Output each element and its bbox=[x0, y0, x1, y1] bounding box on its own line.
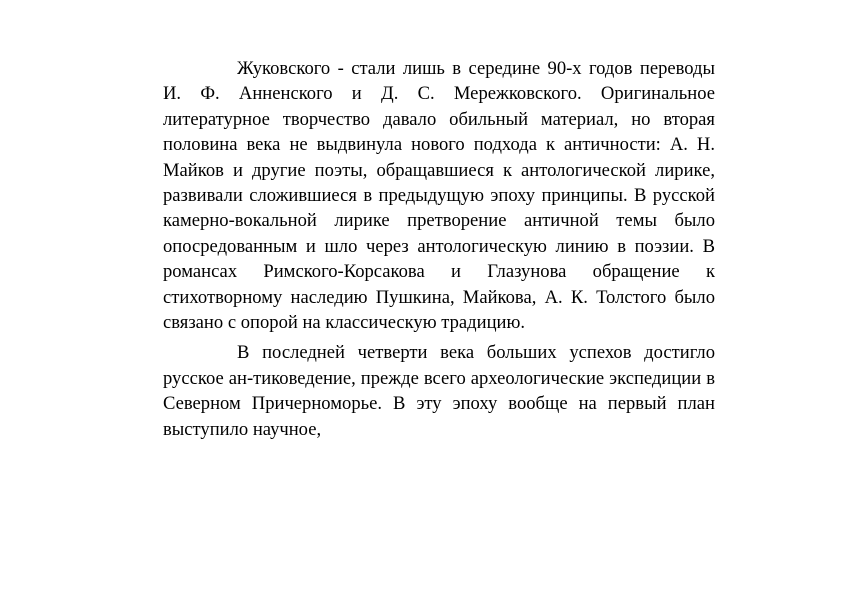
paragraph-1: Жуковского - стали лишь в середине 90-х годов переводы И. Ф. Анненского и Д. С. Мережковского. Оригинальное литературное творчество давало обильный материал, но вторая половина века не выдвинула нового подхода к античности: А. Н. Майков и другие поэты, обращавшиеся к антологической лирике, развивали сложившиеся в предыдущую эпоху принципы. В русской камерно-вокальной лирике претворение античной темы было опосредованным и шло через антологическую линию в поэзии. В романсах Римского-Корсакова и Глазунова обращение к стихотворному наследию Пушкина, Майкова, А. К. Толстого было связано с опорой на классическую традицию. bbox=[163, 58, 715, 334]
body-text bbox=[163, 56, 715, 442]
paragraph-2: В последней четверти века больших успехов достигло русское ан-тиковедение, прежде всего археологические экспедиции в Северном Причерноморье. В эту эпоху вообще на первый план выступило научное, bbox=[163, 342, 715, 440]
